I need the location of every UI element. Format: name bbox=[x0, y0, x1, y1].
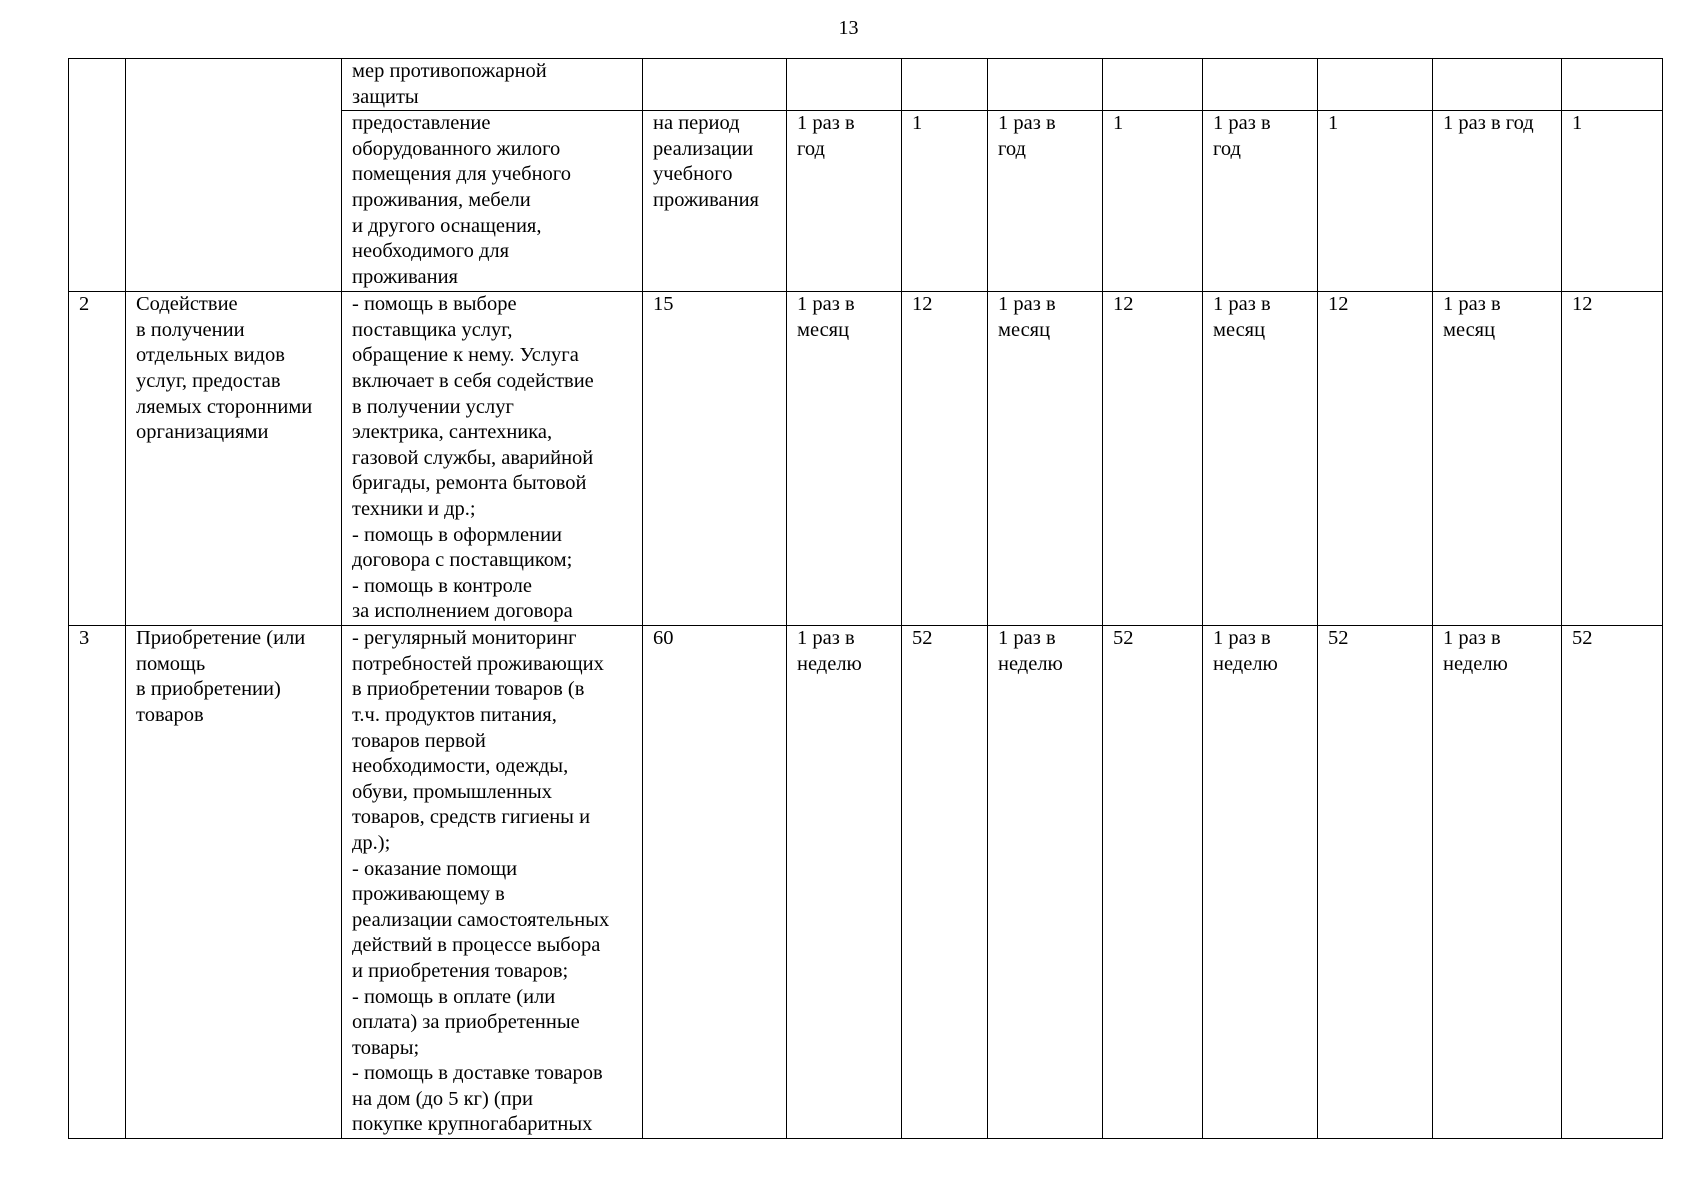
table-row bbox=[69, 292, 1663, 626]
cell-description: - регулярный мониторинг потребностей проживающих в приобретении товаров (в т.ч. продуктов питания, товаров первой необходимости, одежды, обуви, промышленных товаров, средств гигиены и др.); - оказание помощи проживающему в реализации самостоятельных действий в процессе выбора и приобретения товаров; - помощь в оплате (или оплата) за приобретенные товары; - помощь в доставке товаров на дом (до 5 кг) (при покупке крупногабаритных bbox=[342, 626, 643, 1139]
cell-frequency: 1 раз в неделю bbox=[988, 626, 1103, 1139]
cell-volume: на период реализации учебного проживания bbox=[643, 111, 787, 292]
cell-description: - помощь в выборе поставщика услуг, обращение к нему. Услуга включает в себя содействие в получении услуг электрика, сантехника, газовой службы, аварийной бригады, ремонта бытовой техники и др.; - помощь в оформлении договора с поставщиком; - помощь в контроле за исполнением договора bbox=[342, 292, 643, 626]
page-number: 13 bbox=[838, 17, 859, 39]
cell-number: 2 bbox=[69, 292, 126, 626]
cell-count: 12 bbox=[1562, 292, 1663, 626]
cell-frequency: 1 раз в неделю bbox=[1203, 626, 1318, 1139]
cell-count: 52 bbox=[1103, 626, 1203, 1139]
cell-volume: 15 bbox=[643, 292, 787, 626]
cell-count bbox=[1562, 59, 1663, 111]
cell-frequency bbox=[787, 59, 902, 111]
cell-frequency bbox=[1203, 59, 1318, 111]
cell-frequency: 1 раз в месяц bbox=[787, 292, 902, 626]
cell-count bbox=[902, 59, 988, 111]
cell-frequency: 1 раз в месяц bbox=[1433, 292, 1562, 626]
cell-frequency: 1 раз в неделю bbox=[1433, 626, 1562, 1139]
cell-count: 1 bbox=[1318, 111, 1433, 292]
cell-volume: 60 bbox=[643, 626, 787, 1139]
cell-frequency: 1 раз в месяц bbox=[1203, 292, 1318, 626]
cell-count bbox=[1318, 59, 1433, 111]
cell-volume bbox=[643, 59, 787, 111]
cell-frequency: 1 раз в год bbox=[1433, 111, 1562, 292]
cell-count: 52 bbox=[1318, 626, 1433, 1139]
table-row bbox=[69, 59, 1663, 111]
cell-service-name: Содействие в получении отдельных видов услуг, предостав ляемых сторонними организациями bbox=[126, 292, 342, 626]
cell-description: предоставление оборудованного жилого помещения для учебного проживания, мебели и другого оснащения, необходимого для проживания bbox=[342, 111, 643, 292]
cell-number: 3 bbox=[69, 626, 126, 1139]
cell-frequency bbox=[1433, 59, 1562, 111]
table-row bbox=[69, 626, 1663, 1139]
cell-count bbox=[1103, 59, 1203, 111]
cell-count: 52 bbox=[902, 626, 988, 1139]
cell-count: 1 bbox=[902, 111, 988, 292]
cell-description: мер противопожарной защиты bbox=[342, 59, 643, 111]
cell-service-name: Приобретение (или помощь в приобретении) товаров bbox=[126, 626, 342, 1139]
cell-frequency: 1 раз в месяц bbox=[988, 292, 1103, 626]
cell-count: 12 bbox=[1318, 292, 1433, 626]
cell-frequency: 1 раз в год bbox=[1203, 111, 1318, 292]
cell-frequency: 1 раз в год bbox=[787, 111, 902, 292]
cell-frequency: 1 раз в год bbox=[988, 111, 1103, 292]
cell-count: 12 bbox=[902, 292, 988, 626]
cell-count: 12 bbox=[1103, 292, 1203, 626]
cell-frequency: 1 раз в неделю bbox=[787, 626, 902, 1139]
cell-count: 1 bbox=[1103, 111, 1203, 292]
cell-number bbox=[69, 59, 126, 292]
cell-count: 52 bbox=[1562, 626, 1663, 1139]
cell-service-name bbox=[126, 59, 342, 292]
cell-frequency bbox=[988, 59, 1103, 111]
cell-count: 1 bbox=[1562, 111, 1663, 292]
services-table bbox=[68, 58, 1663, 1139]
